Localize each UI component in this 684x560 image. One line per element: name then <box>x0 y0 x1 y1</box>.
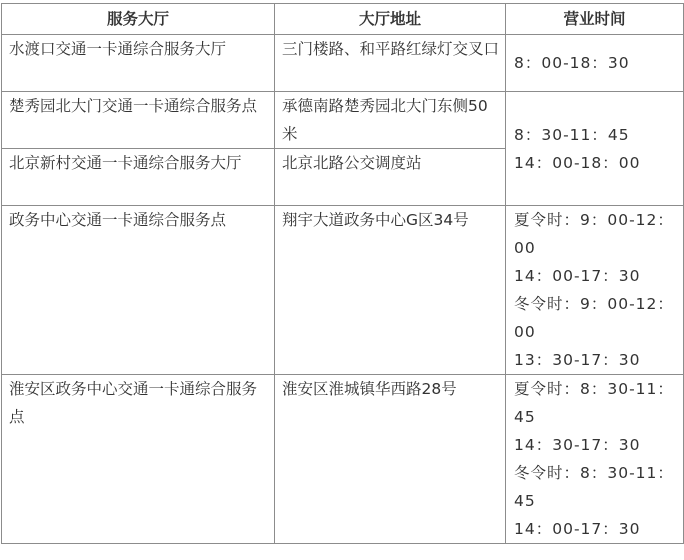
table-row <box>2 375 684 544</box>
table-header <box>2 4 684 35</box>
hall-hours <box>506 375 684 544</box>
hall-name: 水渡口交通一卡通综合服务大厅 <box>2 35 275 92</box>
hours-line: 14：00-18：00 <box>514 153 641 172</box>
header-hall: 服务大厅 <box>2 4 275 35</box>
table-row <box>2 206 684 375</box>
hall-name: 政务中心交通一卡通综合服务点 <box>2 206 275 375</box>
table-row <box>2 92 684 149</box>
hours-line: 冬令时：8：30-11：45 <box>514 464 674 510</box>
header-row <box>2 4 684 35</box>
table-row <box>2 35 684 92</box>
table-body <box>2 35 684 544</box>
hall-hours <box>506 92 684 206</box>
hours-line: 13：30-17：30 <box>514 351 641 369</box>
hours-line: 冬令时：9：00-12：00 <box>514 295 674 341</box>
hall-hours <box>506 35 684 92</box>
hall-address: 三门楼路、和平路红绿灯交叉口 <box>275 35 506 92</box>
hall-address: 淮安区淮城镇华西路28号 <box>275 375 506 544</box>
hall-name: 楚秀园北大门交通一卡通综合服务点 <box>2 92 275 149</box>
service-hall-table <box>1 3 684 544</box>
hall-address: 翔宇大道政务中心G区34号 <box>275 206 506 375</box>
hall-name: 淮安区政务中心交通一卡通综合服务点 <box>2 375 275 544</box>
hall-address: 北京北路公交调度站 <box>275 149 506 206</box>
hall-hours <box>506 206 684 375</box>
hours-line: 夏令时：9：00-12：00 <box>514 211 674 257</box>
header-address: 大厅地址 <box>275 4 506 35</box>
hours-line: 8：00-18：30 <box>514 54 630 72</box>
hall-address: 承德南路楚秀园北大门东侧50米 <box>275 92 506 149</box>
hours-line: 14：30-17：30 <box>514 436 641 454</box>
service-hall-table-wrapper <box>1 3 683 544</box>
hours-line: 14：00-17：30 <box>514 520 641 538</box>
hours-line: 14：00-17：30 <box>514 267 641 285</box>
hall-name: 北京新村交通一卡通综合服务大厅 <box>2 149 275 206</box>
header-hours: 营业时间 <box>506 4 684 35</box>
hours-line: 8：30-11：45 <box>514 125 630 144</box>
hours-line: 夏令时：8：30-11：45 <box>514 380 674 426</box>
